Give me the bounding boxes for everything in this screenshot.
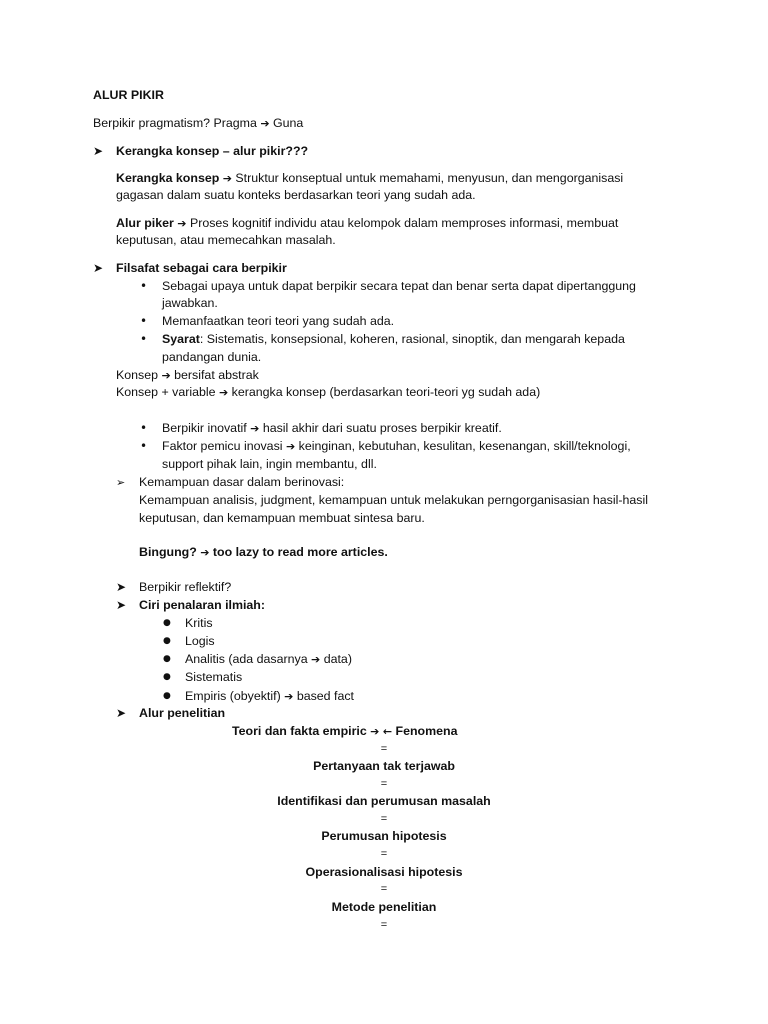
round-bullet-icon: ● bbox=[163, 618, 171, 628]
filsafat-bullet-2: Memanfaatkan teori teori yang sudah ada. bbox=[162, 314, 395, 328]
konsep-line-1: Konsep ➔ bersifat abstrak bbox=[116, 368, 259, 382]
arrowhead-bullet-icon: ➤ bbox=[116, 598, 127, 612]
round-bullet-icon: • bbox=[140, 279, 148, 293]
arrowhead-bullet-icon: ➢ bbox=[116, 476, 126, 489]
kerangka-def-line2: gagasan dalam suatu konteks berdasarkan teori yang sudah ada. bbox=[116, 188, 476, 202]
alur-def-line2: keputusan, atau memecahkan masalah. bbox=[116, 233, 336, 247]
flow-step-pertanyaan: Pertanyaan tak terjawab bbox=[313, 759, 455, 773]
right-arrow-icon: ➔ bbox=[311, 653, 321, 666]
right-arrow-icon: ➔ bbox=[218, 386, 229, 399]
round-bullet-icon: • bbox=[140, 439, 148, 453]
intro-line: Berpikir pragmatism? Pragma ➔ Guna bbox=[93, 116, 304, 130]
right-arrow-icon: ➔ bbox=[222, 172, 232, 185]
flow-equals: = bbox=[380, 848, 388, 860]
round-bullet-icon: ● bbox=[163, 691, 171, 701]
round-bullet-icon: • bbox=[140, 421, 148, 435]
kemampuan-line1: Kemampuan analisis, judgment, kemampuan untuk melakukan perngorganisasian hasil-hasil bbox=[139, 493, 648, 507]
right-arrow-icon: ➔ bbox=[161, 369, 171, 382]
section-heading-kerangka: Kerangka konsep – alur pikir??? bbox=[116, 144, 309, 158]
flow-equals: = bbox=[380, 743, 388, 755]
kerangka-def-line1: Kerangka konsep ➔ Struktur konseptual untuk memahami, menyusun, dan mengorganisasi bbox=[116, 171, 624, 185]
bingung-line: Bingung? ➔ too lazy to read more articles. bbox=[139, 545, 388, 559]
right-arrow-icon: ➔ bbox=[285, 440, 296, 453]
flow-step-perumusan: Perumusan hipotesis bbox=[321, 829, 447, 843]
arrowhead-bullet-icon: ➤ bbox=[116, 580, 127, 594]
kemampuan-line2: keputusan, dan kemampuan membuat sintesa baru. bbox=[139, 511, 425, 525]
flow-equals: = bbox=[380, 813, 388, 825]
flow-equals: = bbox=[380, 778, 388, 790]
flow-step-metode: Metode penelitian bbox=[331, 900, 437, 914]
right-arrow-icon: ➔ bbox=[260, 117, 270, 130]
right-arrow-icon: ➔ bbox=[250, 422, 260, 435]
filsafat-bullet-1-line1: Sebagai upaya untuk dapat berpikir secara tepat dan benar serta dapat dipertanggung bbox=[162, 279, 636, 293]
filsafat-bullet-1-line2: jawabkan. bbox=[162, 296, 218, 310]
round-bullet-icon: ● bbox=[163, 654, 171, 664]
right-arrow-icon: ➔ bbox=[370, 725, 380, 738]
filsafat-bullet-3-line2: pandangan dunia. bbox=[162, 350, 262, 364]
flow-step-operasionalisasi: Operasionalisasi hipotesis bbox=[305, 865, 463, 879]
alur-def-line1: Alur piker ➔ Proses kognitif individu atau kelompok dalam memproses informasi, membuat bbox=[116, 216, 619, 230]
ciri-sub-logis: Logis bbox=[185, 634, 215, 648]
filsafat-bullet-3-line1: Syarat: Sistematis, konsepsional, koheren, rasional, sinoptik, dan mengarah kepada bbox=[162, 332, 625, 346]
round-bullet-icon: ● bbox=[163, 636, 171, 646]
right-arrow-icon: ➔ bbox=[284, 690, 294, 703]
right-arrow-icon: ➔ bbox=[177, 217, 187, 230]
reflektif-item: Berpikir reflektif? bbox=[139, 580, 232, 594]
arrowhead-bullet-icon: ➤ bbox=[116, 706, 127, 720]
right-arrow-icon: ➔ bbox=[200, 546, 210, 559]
ciri-heading: Ciri penalaran ilmiah: bbox=[139, 598, 266, 612]
arrowhead-bullet-icon: ➤ bbox=[93, 144, 104, 158]
faktor-bullet-line2: support pihak lain, ingin membantu, dll. bbox=[162, 457, 377, 471]
document-title: ALUR PIKIR bbox=[93, 88, 164, 102]
kemampuan-heading: Kemampuan dasar dalam berinovasi: bbox=[139, 475, 345, 489]
konsep-line-2: Konsep + variable ➔ kerangka konsep (berdasarkan teori-teori yg sudah ada) bbox=[116, 385, 541, 399]
left-arrow-icon: ← bbox=[382, 725, 393, 738]
ciri-sub-analitis: Analitis (ada dasarnya ➔ data) bbox=[185, 652, 352, 666]
flow-equals: = bbox=[380, 883, 388, 895]
arrowhead-bullet-icon: ➤ bbox=[93, 261, 104, 275]
flow-start: Teori dan fakta empiric ➔ ← Fenomena bbox=[232, 724, 458, 738]
faktor-bullet-line1: Faktor pemicu inovasi ➔ keinginan, kebutuhan, kesulitan, kesenangan, skill/teknologi, bbox=[162, 439, 631, 453]
ciri-sub-kritis: Kritis bbox=[185, 616, 213, 630]
round-bullet-icon: • bbox=[140, 314, 148, 328]
ciri-sub-sistematis: Sistematis bbox=[185, 670, 243, 684]
section-heading-filsafat: Filsafat sebagai cara berpikir bbox=[116, 261, 287, 275]
inovatif-bullet: Berpikir inovatif ➔ hasil akhir dari suatu proses berpikir kreatif. bbox=[162, 421, 502, 435]
alur-penelitian-heading: Alur penelitian bbox=[139, 706, 226, 720]
flow-equals: = bbox=[380, 919, 388, 931]
flow-step-identifikasi: Identifikasi dan perumusan masalah bbox=[277, 794, 491, 808]
round-bullet-icon: • bbox=[140, 332, 148, 346]
round-bullet-icon: ● bbox=[163, 672, 171, 682]
ciri-sub-empiris: Empiris (obyektif) ➔ based fact bbox=[185, 689, 354, 703]
